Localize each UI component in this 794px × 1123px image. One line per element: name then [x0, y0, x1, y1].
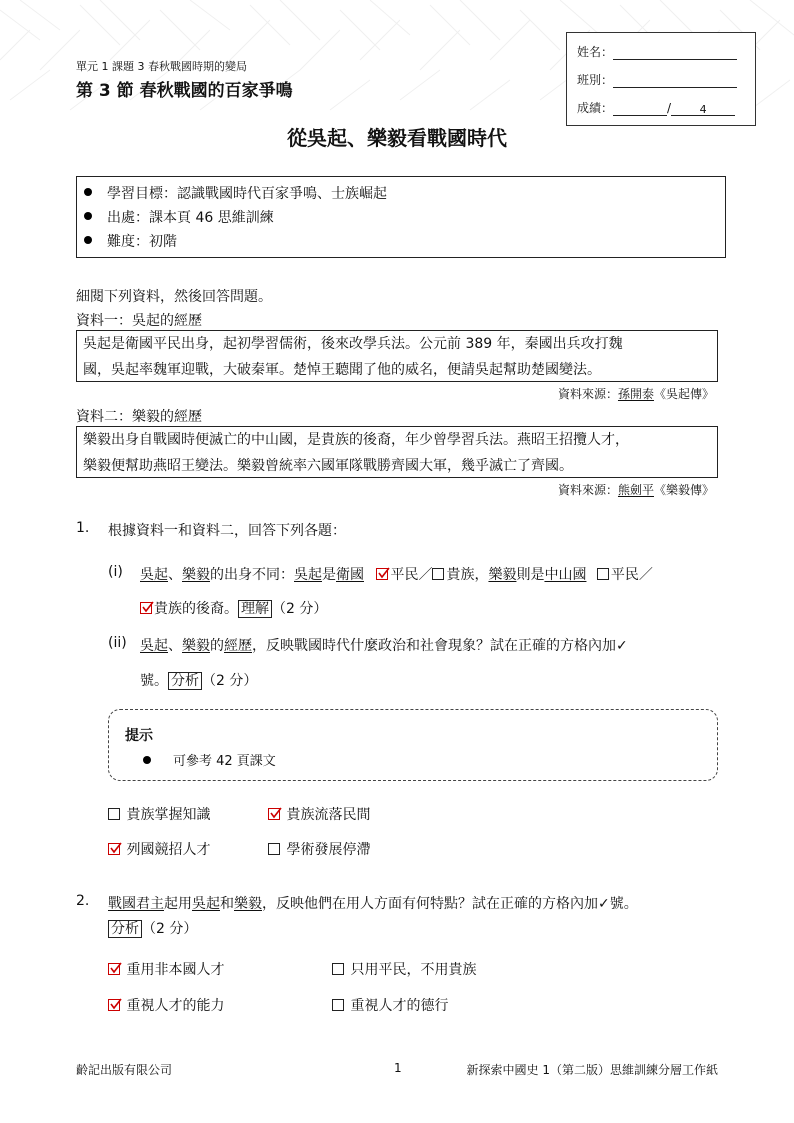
option-label: 列國競招人才: [126, 842, 211, 858]
name-yueyi: 樂毅: [488, 567, 517, 583]
source1-line: 國，吳起率魏軍迎戰，大破秦軍。楚悼王聽聞了他的威名，便請吳起幫助楚國變法。: [83, 362, 601, 378]
credit-author: 孫開泰: [617, 387, 654, 401]
checkbox-checked[interactable]: [140, 602, 152, 614]
q1i-line2: [140, 598, 327, 618]
intro-text: 細閱下列資料，然後回答問題。: [76, 289, 272, 305]
score-total: 4: [671, 103, 735, 116]
footer-page-number: 1: [394, 1061, 402, 1075]
credit-prefix: 資料來源：: [557, 387, 618, 401]
q1ii-line1: [140, 635, 628, 655]
sep: 、: [168, 567, 182, 583]
q1-option[interactable]: [108, 839, 210, 859]
option-label: 重視人才的能力: [126, 998, 225, 1014]
name-wuqi: 吳起: [192, 896, 220, 912]
checkbox-checked[interactable]: [108, 843, 120, 855]
option-noble: 貴族，: [446, 567, 489, 583]
q2-option[interactable]: [108, 959, 224, 979]
class-field[interactable]: [613, 75, 737, 88]
sep: 、: [168, 638, 182, 654]
name-field[interactable]: [613, 47, 737, 60]
option-label: 貴族掌握知識: [126, 807, 211, 823]
checkbox-unchecked[interactable]: [332, 963, 344, 975]
goal-item: 學習目標：認識戰國時代百家爭鳴、士族崛起: [107, 183, 387, 203]
q1-option[interactable]: [268, 839, 370, 859]
footer-publisher: 齡記出版有限公司: [76, 1063, 173, 1077]
goal-item: 難度：初階: [107, 231, 177, 251]
q1-number: 1.: [76, 520, 90, 536]
source2-heading: 資料二：樂毅的經歷: [76, 409, 202, 425]
score-separator: /: [667, 101, 672, 115]
q1-text: 根據資料一和資料二，回答下列各題：: [108, 523, 346, 539]
source2-line: 樂毅便幫助燕昭王變法。樂毅曾統率六國軍隊戰勝齊國大軍，幾乎滅亡了齊國。: [83, 458, 573, 474]
marks: （2 分）: [202, 673, 258, 689]
checkbox-checked[interactable]: [268, 808, 280, 820]
text: 號。: [140, 673, 168, 689]
class-label: 班別：: [577, 73, 614, 87]
section-title: 第 3 節 春秋戰國的百家爭鳴: [76, 81, 293, 101]
checkbox-unchecked[interactable]: [268, 843, 280, 855]
source1-credit: [558, 385, 714, 402]
text: 是: [322, 567, 336, 583]
q2-line1: [108, 893, 638, 913]
option-noble: 貴族的後裔。: [154, 601, 238, 617]
text: 的出身不同：: [210, 567, 294, 583]
hint-item: 可參考 42 頁課文: [173, 754, 276, 769]
checkbox-checked[interactable]: [376, 568, 388, 580]
slash: ／: [418, 567, 433, 583]
state-wei: 衛國: [336, 567, 364, 583]
marks: （2 分）: [142, 921, 198, 937]
q2-option[interactable]: [332, 959, 476, 979]
name-wuqi: 吳起: [294, 567, 322, 583]
q1i-label: (i): [108, 564, 123, 580]
source1-line: 吳起是衛國平民出身，起初學習儒術，後來改學兵法。公元前 389 年，秦國出兵攻打魏: [83, 336, 623, 352]
goal-item: 出處：課本頁 46 思維訓練: [107, 207, 274, 227]
hint-box: [108, 709, 718, 781]
source1-heading: 資料一：吳起的經歷: [76, 313, 202, 329]
q1ii-label: (ii): [108, 635, 127, 651]
q2-line2: [108, 918, 197, 938]
option-label: 只用平民，不用貴族: [350, 962, 477, 978]
checkbox-unchecked[interactable]: [597, 568, 609, 580]
credit-book: 《吳起傳》: [653, 387, 714, 401]
option-label: 貴族流落民間: [286, 807, 371, 823]
student-info-box: [566, 32, 756, 126]
bullet-icon: [143, 756, 151, 764]
q1-option[interactable]: [268, 804, 370, 824]
name-yueyi: 樂毅: [182, 638, 210, 654]
q2-number: 2.: [76, 893, 90, 909]
name-wuqi: 吳起: [140, 567, 168, 583]
unit-line: 單元 1 課題 3 春秋戰國時期的變局: [76, 60, 247, 73]
goals-box: [76, 176, 726, 258]
text-underlined: 戰國君主: [108, 896, 164, 912]
text: ，反映他們在用人方面有何特點？試在正確的方格內加✓號。: [262, 896, 638, 912]
skill-tag: 分析: [108, 920, 142, 938]
hint-title: 提示: [125, 728, 153, 744]
class-row: [577, 71, 737, 88]
score-row: [577, 99, 735, 116]
skill-tag: 分析: [168, 672, 202, 690]
option-label: 重視人才的德行: [350, 998, 449, 1014]
text: ，反映戰國時代什麼政治和社會現象？試在正確的方格內加✓: [252, 638, 628, 654]
credit-author: 熊劍平: [617, 483, 654, 497]
checkbox-unchecked[interactable]: [432, 568, 444, 580]
option-label: 學術發展停滯: [286, 842, 371, 858]
score-field[interactable]: [613, 103, 667, 116]
text: 和: [220, 896, 234, 912]
text: 起用: [164, 896, 192, 912]
source2-credit: [558, 481, 714, 498]
text: 的: [210, 638, 224, 654]
state-zhongshan: 中山國: [544, 567, 587, 583]
text-underlined: 經歷: [224, 638, 252, 654]
checkbox-checked[interactable]: [108, 999, 120, 1011]
marks: （2 分）: [272, 601, 328, 617]
q1ii-line2: [140, 670, 257, 690]
name-label: 姓名：: [577, 45, 614, 59]
q1-option[interactable]: [108, 804, 210, 824]
q1i-line1: [140, 564, 653, 584]
checkbox-unchecked[interactable]: [332, 999, 344, 1011]
name-wuqi: 吳起: [140, 638, 168, 654]
footer-book-title: 新探索中國史 1（第二版）思維訓練分層工作紙: [466, 1063, 718, 1077]
q2-option[interactable]: [108, 995, 224, 1015]
worksheet-title: 從吳起、樂毅看戰國時代: [287, 126, 507, 150]
option-label: 重用非本國人才: [126, 962, 225, 978]
checkbox-unchecked[interactable]: [108, 808, 120, 820]
source1-box: [76, 330, 718, 382]
option-commoner: 平民: [390, 567, 419, 583]
text: 則是: [516, 567, 545, 583]
skill-tag: 理解: [238, 600, 272, 618]
credit-prefix: 資料來源：: [557, 483, 618, 497]
name-yueyi: 樂毅: [234, 896, 262, 912]
name-yueyi: 樂毅: [182, 567, 210, 583]
name-row: [577, 43, 737, 60]
source2-line: 樂毅出身自戰國時便滅亡的中山國，是貴族的後裔，年少曾學習兵法。燕昭王招攬人才，: [83, 432, 629, 448]
option-commoner: 平民／: [610, 567, 653, 583]
source2-box: [76, 426, 718, 478]
q2-option[interactable]: [332, 995, 448, 1015]
checkbox-checked[interactable]: [108, 963, 120, 975]
credit-book: 《樂毅傳》: [653, 483, 714, 497]
score-label: 成績：: [577, 101, 614, 115]
